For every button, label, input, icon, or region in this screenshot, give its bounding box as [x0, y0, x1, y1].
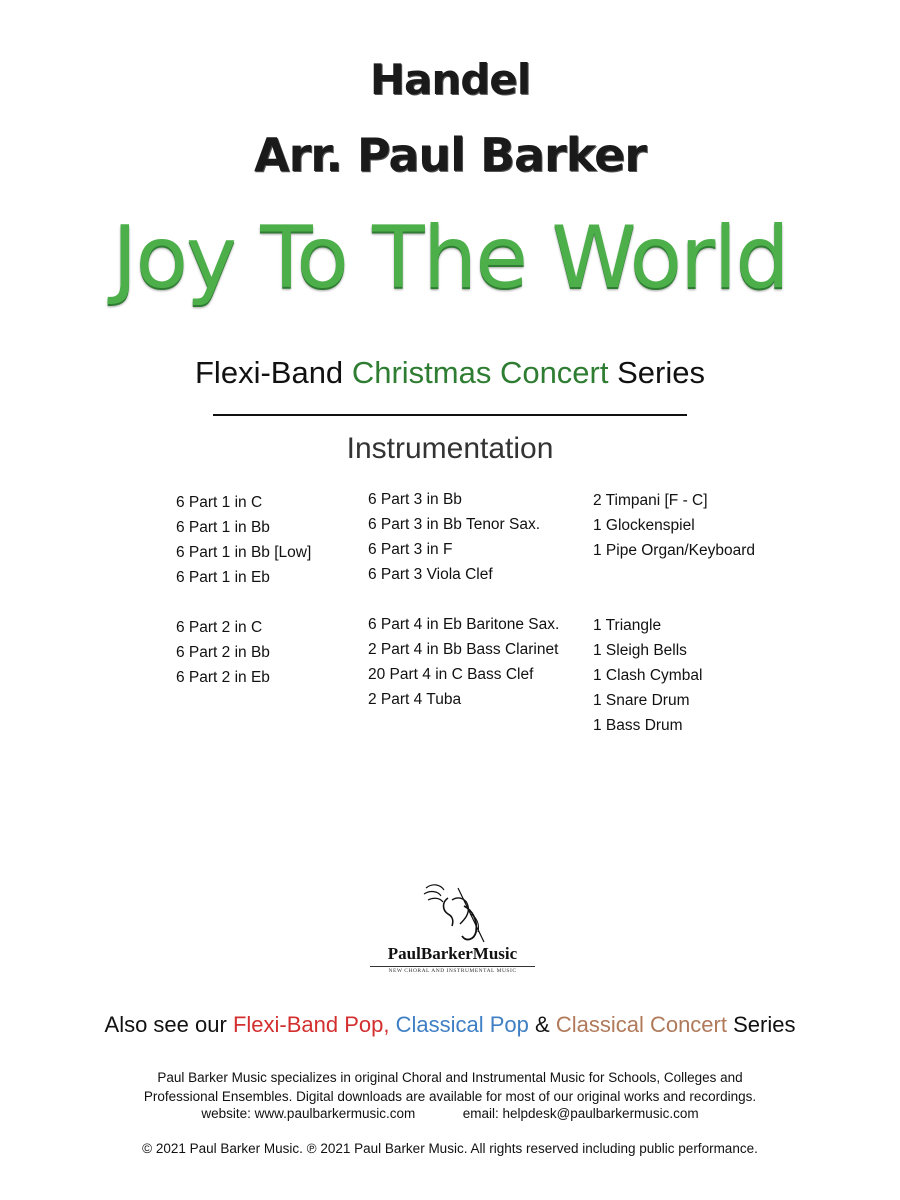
instrument-item: 6 Part 1 in Bb [Low] [176, 544, 312, 561]
instrumentation-column-2 [368, 487, 559, 712]
instrument-item: 6 Part 3 Viola Clef [368, 566, 493, 583]
email-link[interactable]: email: helpdesk@paulbarkermusic.com [462, 1106, 699, 1121]
instrument-item: 1 Triangle [593, 617, 662, 634]
instrument-item: 1 Sleigh Bells [593, 642, 687, 659]
instrument-item: 20 Part 4 in C Bass Clef [368, 666, 534, 683]
instrument-item: 6 Part 1 in Eb [176, 569, 270, 586]
instrument-item: 6 Part 3 in Bb [368, 491, 462, 508]
also-see-classical-pop: Classical Pop [395, 1012, 529, 1037]
website-link[interactable]: website: www.paulbarkermusic.com [201, 1106, 416, 1121]
instrument-item: 1 Pipe Organ/Keyboard [593, 542, 755, 559]
instrument-item: 6 Part 2 in Eb [176, 669, 270, 686]
about-line-2: Professional Ensembles. Digital downloads are available for most of our original works and recordings. [143, 1089, 757, 1104]
composer-name: Handel [369, 55, 531, 104]
logo-name: PaulBarkerMusic [387, 944, 518, 963]
instrumentation-heading: Instrumentation [346, 432, 554, 465]
instrument-item: 6 Part 3 in Bb Tenor Sax. [368, 516, 541, 533]
copyright-notice: © 2021 Paul Barker Music. ℗ 2021 Paul Barker Music. All rights reserved including public performance. [142, 1141, 758, 1156]
series-suffix: Series [617, 355, 705, 390]
instrument-item: 2 Timpani [F - C] [593, 492, 708, 509]
instrument-item: 6 Part 2 in Bb [176, 644, 270, 661]
series-line [0, 355, 900, 391]
group-spacer [593, 563, 755, 588]
series-prefix: Flexi-Band [195, 355, 344, 390]
instrument-item: 2 Part 4 Tuba [368, 691, 462, 708]
also-see-classical-concert: Classical Concert [555, 1012, 727, 1037]
instrument-item: 1 Clash Cymbal [593, 667, 703, 684]
also-see-amp: & [535, 1012, 550, 1037]
also-see-prefix: Also see our [104, 1012, 227, 1037]
group-spacer [176, 590, 311, 615]
instrument-item: 6 Part 1 in C [176, 494, 263, 511]
instrument-item: 6 Part 3 in F [368, 541, 453, 558]
logo-tagline: NEW CHORAL AND INSTRUMENTAL MUSIC [370, 966, 535, 974]
page-title: Joy To The World [112, 208, 788, 308]
group-spacer [593, 588, 755, 613]
instrument-item: 1 Snare Drum [593, 692, 690, 709]
series-highlight: Christmas Concert [351, 355, 609, 390]
instrument-item: 2 Part 4 in Bb Bass Clarinet [368, 641, 559, 658]
group-spacer [368, 587, 559, 612]
also-see-suffix: Series [733, 1012, 796, 1037]
instrument-item: 6 Part 4 in Eb Baritone Sax. [368, 616, 560, 633]
arranger-name: Arr. Paul Barker [254, 128, 646, 182]
about-text [0, 1068, 900, 1106]
instrument-item: 1 Glockenspiel [593, 517, 695, 534]
instrument-item: 1 Bass Drum [593, 717, 683, 734]
also-see-line [0, 1012, 900, 1038]
instrumentation-column-3 [593, 488, 755, 738]
instrument-item: 6 Part 2 in C [176, 619, 263, 636]
instrumentation-column-1 [176, 490, 311, 690]
divider [213, 414, 687, 416]
also-see-flexi-band-pop: Flexi-Band Pop, [232, 1012, 390, 1037]
contact-line [0, 1106, 900, 1121]
instrument-item: 6 Part 1 in Bb [176, 519, 270, 536]
about-line-1: Paul Barker Music specializes in original Choral and Instrumental Music for Schools, Colleges and [157, 1070, 743, 1085]
